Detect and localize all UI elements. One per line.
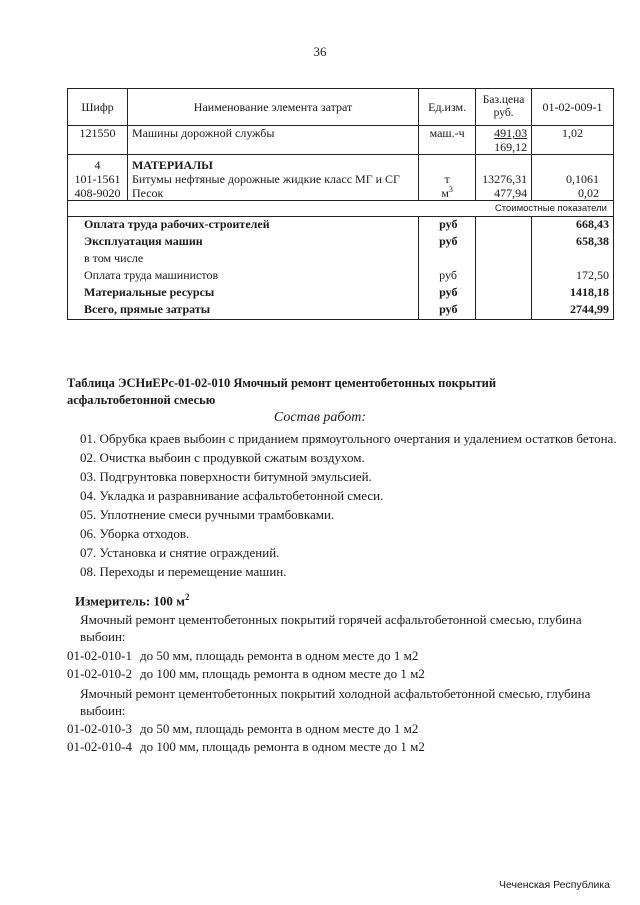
measure-sup: 2 [185, 592, 190, 602]
summary-row [68, 234, 614, 251]
norm-text: до 50 мм, площадь ремонта в одном месте до 1 м2 [140, 721, 419, 736]
summary-row [68, 285, 614, 302]
material-row [68, 186, 614, 201]
norm-text: до 50 мм, площадь ремонта в одном месте до 1 м2 [140, 648, 419, 663]
summary-value: 668,43 [532, 217, 614, 235]
machine-unit: маш.-ч [419, 126, 476, 155]
material-code: 101-1561 [68, 172, 128, 186]
summary-unit: руб [419, 268, 476, 285]
summary-value: 2744,99 [532, 302, 614, 320]
summary-value [532, 251, 614, 268]
machine-qty: 1,02 [532, 126, 614, 155]
section-title-line2: асфальтобетонной смесью [67, 393, 216, 407]
material-row [68, 172, 614, 186]
machine-code: 121550 [68, 126, 128, 155]
summary-name: Всего, прямые затраты [68, 302, 419, 320]
summary-row [68, 217, 614, 235]
summary-value: 658,38 [532, 234, 614, 251]
material-unit-cell [419, 186, 476, 201]
measure-label: Измеритель: 100 м [75, 593, 186, 609]
summary-unit: руб [419, 234, 476, 251]
table-header-row [68, 89, 614, 126]
summary-unit [419, 251, 476, 268]
work-item: 02. Очистка выбоин с продувкой сжатым воздухом. [80, 450, 365, 465]
norm-code: 01-02-010-1 [67, 648, 132, 663]
footer-region: Чеченская Республика [499, 879, 610, 891]
table-caption: Стоимостные показатели [68, 201, 614, 217]
machine-name: Машины дорожной службы [127, 126, 418, 155]
summary-name: Материальные ресурсы [68, 285, 419, 302]
group-description: Ямочный ремонт цементобетонных покрытий горячей асфальтобетонной смесью, глубина выбоин: [80, 612, 582, 644]
material-name: Песок [127, 186, 418, 201]
machine-price-2: 169,12 [494, 140, 528, 154]
work-item: 08. Переходы и перемещение машин. [80, 564, 287, 579]
norm-line [67, 721, 418, 737]
summary-value: 172,50 [532, 268, 614, 285]
norm-line [67, 666, 425, 682]
summary-row [68, 251, 614, 268]
work-item: 04. Укладка и разравнивание асфальтобетонной смеси. [80, 488, 384, 503]
norm-line [67, 648, 418, 664]
materials-code: 4 [68, 155, 128, 173]
material-code: 408-9020 [68, 186, 128, 201]
summary-row-total [68, 302, 614, 320]
machine-price: 491,03 [494, 126, 528, 140]
material-price: 477,94 [476, 186, 532, 201]
header-norm: 01-02-009-1 [532, 89, 614, 126]
summary-name: Оплата труда рабочих-строителей [68, 217, 419, 235]
material-qty: 0,02 [532, 186, 614, 201]
section-title [67, 375, 587, 409]
summary-name: в том числе [68, 251, 419, 268]
machine-row [68, 126, 614, 155]
summary-unit: руб [419, 217, 476, 235]
work-item: 03. Подгрунтовка поверхности битумной эмульсией. [80, 469, 372, 484]
norm-code: 01-02-010-4 [67, 739, 132, 754]
summary-row [68, 268, 614, 285]
material-name: Битумы нефтяные дорожные жидкие класс МГ и СГ [127, 172, 418, 186]
header-name: Наименование элемента затрат [127, 89, 418, 126]
norm-line [67, 739, 425, 755]
page-number: 36 [313, 44, 327, 59]
norm-code: 01-02-010-2 [67, 666, 132, 681]
summary-name: Эксплуатация машин [68, 234, 419, 251]
measure-unit [75, 592, 190, 609]
summary-value: 1418,18 [532, 285, 614, 302]
summary-unit: руб [419, 285, 476, 302]
material-unit-sup: 3 [448, 185, 453, 194]
materials-title: МАТЕРИАЛЫ [127, 155, 418, 173]
norm-text: до 100 мм, площадь ремонта в одном месте до 1 м2 [140, 666, 425, 681]
material-price: 13276,31 [476, 172, 532, 186]
norm-code: 01-02-010-3 [67, 721, 132, 736]
works-list [80, 430, 620, 582]
material-unit: м [441, 186, 449, 200]
header-code: Шифр [68, 89, 128, 126]
table-caption-row [68, 201, 614, 217]
section-title-line1: Таблица ЭСНиЕРс-01-02-010 Ямочный ремонт цементобетонных покрытий [67, 376, 497, 390]
summary-name: Оплата труда машинистов [68, 268, 419, 285]
machine-price-cell [476, 126, 532, 155]
materials-section-row [68, 155, 614, 173]
work-item: 05. Уплотнение смеси ручными трамбовками. [80, 507, 335, 522]
works-title: Состав работ: [273, 410, 367, 425]
material-unit: т [419, 172, 476, 186]
norm-text: до 100 мм, площадь ремонта в одном месте до 1 м2 [140, 739, 425, 754]
group-description: Ямочный ремонт цементобетонных покрытий холодной асфальтобетонной смесью, глубина выбоин: [80, 686, 591, 718]
work-item: 01. Обрубка краев выбоин с приданием прямоугольного очертания и удалением остатков бетона. [80, 431, 617, 446]
summary-unit: руб [419, 302, 476, 320]
work-item: 06. Уборка отходов. [80, 526, 190, 541]
cost-table [67, 88, 614, 320]
header-unit: Ед.изм. [419, 89, 476, 126]
work-item: 07. Установка и снятие ограждений. [80, 545, 280, 560]
material-qty: 0,1061 [532, 172, 614, 186]
header-price: Баз.цена руб. [476, 89, 532, 126]
